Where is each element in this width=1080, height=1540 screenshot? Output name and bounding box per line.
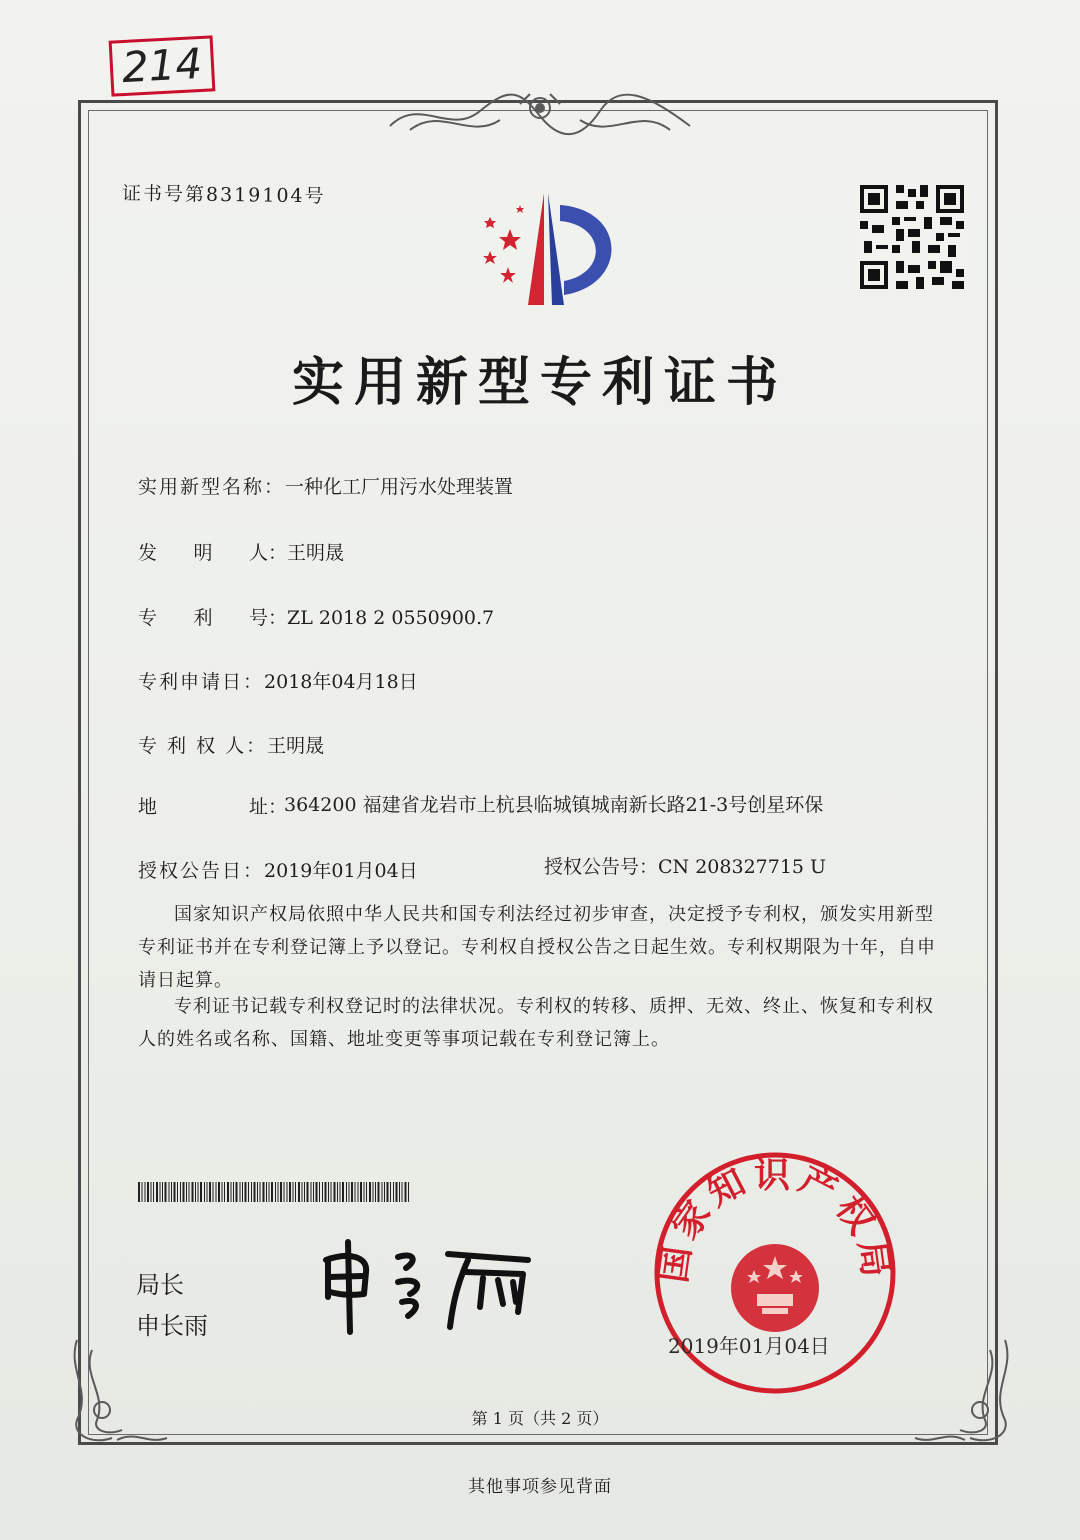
- top-ornament-icon: [380, 86, 700, 142]
- utility-model-name-row: [138, 472, 513, 499]
- address-row: 地 址 ：: [138, 792, 287, 819]
- paragraph-grant-statement: 国家知识产权局依照中华人民共和国专利法经过初步审查，决定授予专利权，颁发实用新型专利证书并在专利登记簿上予以登记。专利权自授权公告之日起生效。专利权期限为十年，自申请日起算。: [138, 904, 936, 991]
- grant-date-row: [138, 856, 418, 883]
- director-signature-icon: [318, 1232, 548, 1342]
- official-seal-icon: [650, 1148, 900, 1398]
- address-value: 364200 福建省龙岩市上杭县临城镇城南新长路21-3号创星环保: [284, 794, 824, 816]
- svg-text:国家知识产权局: 国家知识产权局: [653, 1155, 897, 1286]
- director-title: 局长: [136, 1271, 184, 1299]
- grant-date-value: 2019年01月04日: [264, 860, 418, 882]
- page-indicator: 第 1 页（共 2 页）: [471, 1409, 609, 1428]
- patentee-row: [138, 731, 324, 758]
- director-name: 申长雨: [136, 1312, 208, 1340]
- patent-number-row: 专 利 号 ：ZL 2018 2 0550900.7: [138, 603, 494, 630]
- certificate-number: 证书号第8319104号: [121, 182, 326, 208]
- application-date-value: 2018年04月18日: [264, 671, 418, 693]
- application-date-row: [138, 667, 418, 694]
- inventor-row: 发 明 人 ：王明晟: [138, 538, 344, 565]
- back-note: 其他事项参见背面: [468, 1477, 612, 1497]
- corner-ornament-right-icon: [910, 1330, 1020, 1450]
- patent-office-emblem-icon: [468, 185, 638, 310]
- qr-code-icon: [860, 185, 964, 289]
- certificate-title: 实用新型专利证书: [291, 352, 788, 413]
- grant-publication-number-value: CN 208327715 U: [658, 856, 827, 878]
- utility-model-name-value: 一种化工厂用污水处理装置: [285, 476, 514, 498]
- application-date-label: 专利申请日：: [138, 671, 265, 693]
- paragraph-legal-status: 专利证书记载专利权登记时的法律状况。专利权的转移、质押、无效、终止、恢复和专利权人的姓名或名称、国籍、地址变更等事项记载在专利登记簿上。: [138, 996, 934, 1050]
- patent-number-value: ZL 2018 2 0550900.7: [287, 607, 495, 629]
- grant-publication-number: [544, 852, 826, 879]
- patent-number-label: 专 利 号: [138, 607, 268, 629]
- utility-model-name-label: 实用新型名称：: [138, 476, 286, 498]
- patentee-label: 专 利 权 人：: [138, 735, 268, 757]
- handwritten-number: 214: [109, 35, 216, 96]
- seal-date: 2019年01月04日: [668, 1334, 830, 1358]
- inventor-value: 王明晟: [287, 542, 345, 564]
- grant-date-label: 授权公告日：: [138, 860, 265, 882]
- patentee-value: 王明晟: [267, 735, 325, 757]
- grant-publication-number-label: 授权公告号：: [544, 856, 659, 878]
- address-label: 地 址: [138, 796, 268, 818]
- barcode-icon: [138, 1182, 414, 1202]
- inventor-label: 发 明 人: [138, 542, 268, 564]
- corner-ornament-left-icon: [62, 1330, 172, 1450]
